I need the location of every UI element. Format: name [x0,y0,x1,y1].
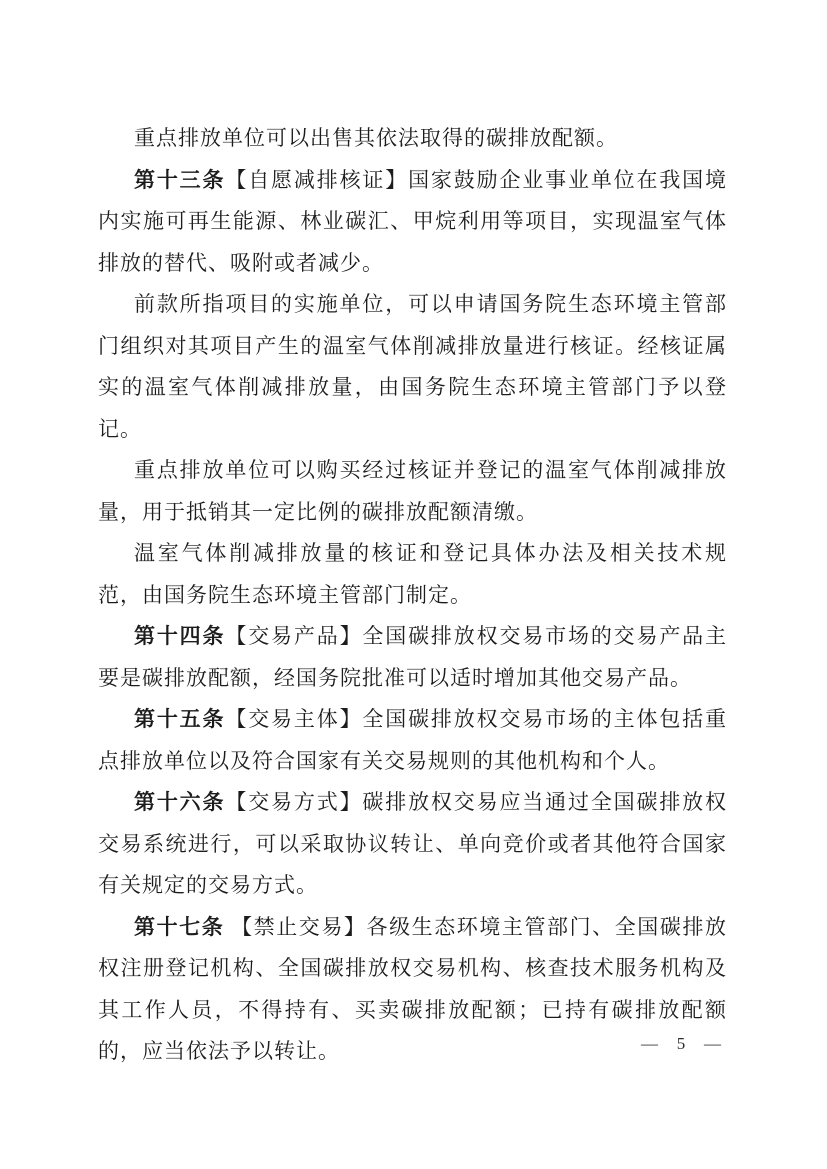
paragraph-text: 【交易主体】全国碳排放权交易市场的主体包括重点排放单位以及符合国家有关交易规则的其他机构和个人。 [98,707,728,773]
paragraph-text: 温室气体削减排放量的核证和登记具体办法及相关技术规范，由国务院生态环境主管部门制定。 [98,541,727,607]
paragraph-text: 【禁止交易】各级生态环境主管部门、全国碳排放权注册登记机构、全国碳排放权交易机构、核查技术服务机构及其工作人员，不得持有、买卖碳排放配额；已持有碳排放配额的，应当依法予以转让。 [98,914,728,1063]
article-paragraph [98,160,727,285]
article-paragraph [98,907,727,1073]
page-number: 5 [676,1034,686,1053]
paragraph-text: 重点排放单位可以出售其依法取得的碳排放配额。 [134,126,618,150]
article-number: 第十四条 [134,625,226,648]
paragraph-text: 【交易产品】全国碳排放权交易市场的交易产品主要是碳排放配额，经国务院批准可以适时增加其他交易产品。 [98,624,728,690]
article-number: 第十七条 [134,915,225,939]
page-footer [641,1034,721,1054]
article-paragraph [98,782,727,907]
article-paragraph [98,699,727,782]
paragraph [98,284,727,450]
article-paragraph [98,616,727,699]
paragraph [98,118,727,160]
paragraph [98,533,727,616]
footer-dash-left: — [641,1034,658,1053]
article-number: 第十六条 [134,791,226,814]
paragraph [98,450,727,533]
footer-dash-right: — [704,1034,721,1053]
document-body [98,118,727,1073]
paragraph-text: 【交易方式】碳排放权交易应当通过全国碳排放权交易系统进行，可以采取协议转让、单向竞价或者其他符合国家有关规定的交易方式。 [98,790,728,897]
paragraph-text: 重点排放单位可以购买经过核证并登记的温室气体削减排放量，用于抵销其一定比例的碳排放配额清缴。 [98,458,727,524]
article-number: 第十三条 [134,168,226,192]
paragraph-text: 前款所指项目的实施单位，可以申请国务院生态环境主管部门组织对其项目产生的温室气体削减排放量进行核证。经核证属实的温室气体削减排放量，由国务院生态环境主管部门予以登记。 [98,292,727,441]
paragraph-text: 【自愿减排核证】国家鼓励企业事业单位在我国境内实施可再生能源、林业碳汇、甲烷利用等项目，实现温室气体排放的替代、吸附或者减少。 [98,167,728,275]
article-number: 第十五条 [134,708,226,731]
